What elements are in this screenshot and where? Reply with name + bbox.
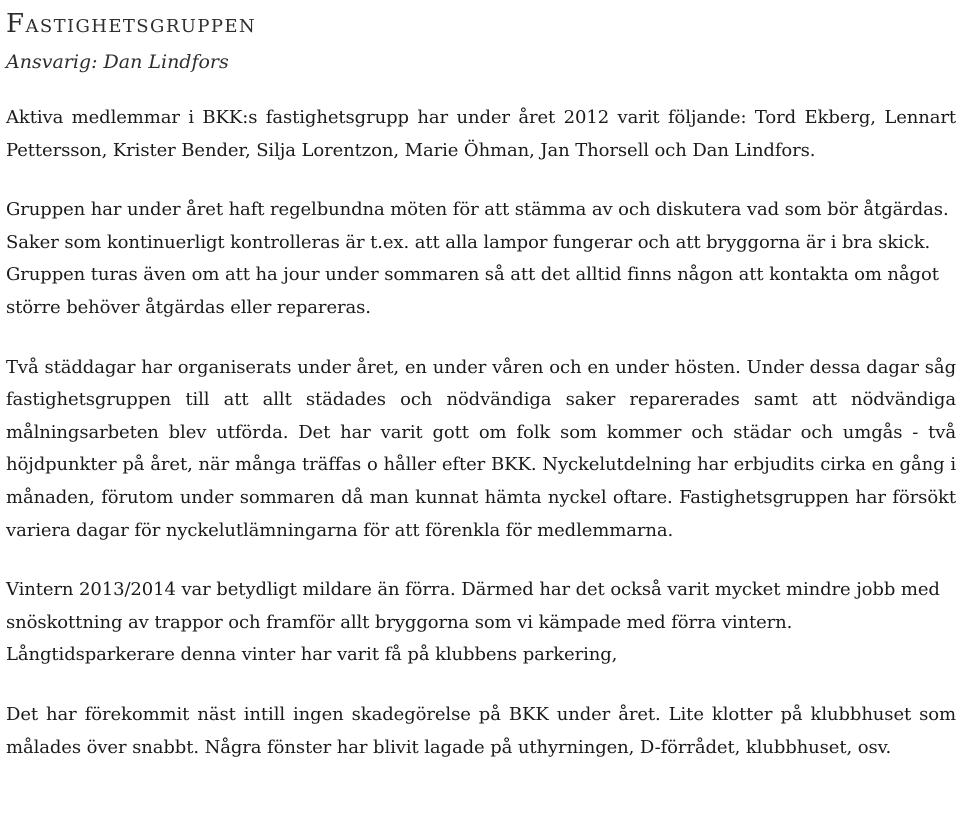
paragraph-winter: Vintern 2013/2014 var betydligt mildare än förra. Därmed har det också varit mycket mindre jobb med snöskottning av trappor och framför allt bryggorna som vi kämpade med förra vintern. Långtidsparkerare denna vinter har varit få på klubbens parkering, (6, 579, 940, 666)
paragraph-members: Aktiva medlemmar i BKK:s fastighetsgrupp har under året 2012 varit följande: Tord Ekberg, Lennart Pettersson, Krister Bender, Silja Lorentzon, Marie Öhman, Jan Thorsell och Dan Lindfors. (6, 107, 956, 161)
responsible-line: Ansvarig: Dan Lindfors (6, 51, 229, 73)
paragraph-vandalism: Det har förekommit näst intill ingen skadegörelse på BKK under året. Lite klotter på klubbhuset som målades över snabbt. Några fönster har blivit lagade på uthyrningen, D-förrådet, klubbhuset, osv. (6, 703, 956, 758)
section-title: Fastighetsgruppen (6, 9, 257, 39)
paragraph-cleaning-days: Två städdagar har organiserats under året, en under våren och en under hösten. Under dessa dagar såg fastighetsgruppen till att allt städades och nödvändiga saker reparerades samt att nödvändiga målningsarbeten blev utförda. Det har varit gott om folk som kommer och städar och umgås - två höjdpunkter på året, när många träffas o håller efter BKK. Nyckelutdelning har erbjudits cirka en gång i månaden, förutom under sommaren då man kunnat hämta nyckel oftare. Fastighetsgruppen har försökt variera dagar för nyckelutlämningarna för att förenkla för medlemmarna. (6, 356, 956, 541)
paragraph-meetings: Gruppen har under året haft regelbundna möten för att stämma av och diskutera vad som bör åtgärdas. Saker som kontinuerligt kontrolleras är t.ex. att alla lampor fungerar och att bryggorna är i bra skick. Gruppen turas även om att ha jour under sommaren så att det alltid finns någon att kontakta om något större behöver åtgärdas eller repareras. (6, 199, 949, 318)
